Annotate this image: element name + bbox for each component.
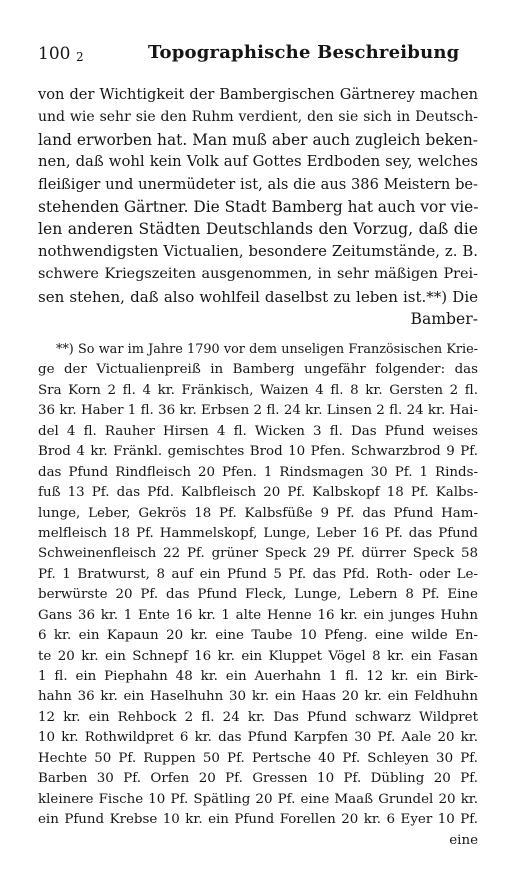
footnote-line: kleinere Fische 10 Pf. Spätling 20 Pf. eine Maaß Grundel 20 kr.	[38, 791, 478, 807]
catchword: eine	[449, 832, 478, 848]
footnote-line: lunge, Leber, Gekrös 18 Pf. Kalbsfüße 9 Pf. das Pfund Ham-	[38, 505, 478, 521]
signature-mark: 2	[76, 50, 84, 64]
footnote	[38, 340, 478, 851]
footnote-line: Brod 4 kr. Fränkl. gemischtes Brod 10 Pfen. Schwarzbrod 9 Pf.	[38, 444, 478, 460]
footnote-line: Sra Korn 2 fl. 4 kr. Fränkisch, Waizen 4 fl. 8 kr. Gersten 2 fl.	[38, 382, 478, 398]
text-line: fleißiger und unermüdeter ist, als die aus 386 Meistern be-	[38, 175, 478, 193]
text-line: nothwendigsten Victualien, besondere Zeitumstände, z. B.	[38, 242, 478, 260]
footnote-line: 6 kr. ein Kapaun 20 kr. eine Taube 10 Pfeng. eine wilde En-	[38, 628, 478, 644]
page-header	[38, 40, 478, 70]
footnote-line: Schweinenfleisch 22 Pf. grüner Speck 29 Pf. dürrer Speck 58	[38, 546, 478, 562]
text-line: von der Wichtigkeit der Bambergischen Gärtnerey machen	[38, 86, 478, 103]
footnote-line: Barben 30 Pf. Orfen 20 Pf. Gressen 10 Pf. Dübling 20 Pf.	[38, 771, 478, 787]
footnote-line: **) So war im Jahre 1790 vor dem unseligen Französischen Krie-	[56, 342, 478, 357]
footnote-line: Pf. 1 Bratwurst, 8 auf ein Pfund 5 Pf. das Pfd. Roth- oder Le-	[38, 566, 478, 582]
main-text	[38, 84, 478, 330]
footnote-line: ein Pfund Krebse 10 kr. ein Pfund Forellen 20 kr. 6 Eyer 10 Pf.	[38, 812, 478, 828]
text-line: sen stehen, daß also wohlfeil daselbst zu leben ist.**) Die	[38, 287, 478, 306]
running-title: Topographische Beschreibung	[148, 42, 460, 63]
page-number: 100	[38, 44, 71, 64]
text-line: schwere Kriegszeiten ausgenommen, in sehr mäßigen Prei-	[38, 266, 478, 283]
footnote-line: das Pfund Rindfleisch 20 Pfen. 1 Rindsmagen 30 Pf. 1 Rinds-	[38, 464, 478, 480]
footnote-line: berwürste 20 Pf. das Pfund Fleck, Lunge, Lebern 8 Pf. Eine	[38, 587, 478, 603]
text-line: und wie sehr sie den Ruhm verdient, den sie sich in Deutsch-	[38, 109, 478, 126]
text-line: stehenden Gärtner. Die Stadt Bamberg hat auch vor vie-	[38, 197, 478, 216]
footnote-line: melfleisch 18 Pf. Hammelskopf, Lunge, Leber 16 Pf. das Pfund	[38, 525, 478, 541]
footnote-line: 36 kr. Haber 1 fl. 36 kr. Erbsen 2 fl. 24 kr. Linsen 2 fl. 24 kr. Hai-	[38, 403, 478, 419]
footnote-line: Gans 36 kr. 1 Ente 16 kr. 1 alte Henne 16 kr. ein junges Huhn	[38, 607, 478, 623]
footnote-line: te 20 kr. ein Schnepf 16 kr. ein Kluppet Vögel 8 kr. ein Fasan	[38, 648, 478, 664]
footnote-line: 1 fl. ein Piephahn 48 kr. ein Auerhahn 1 fl. 12 kr. ein Birk-	[38, 669, 478, 684]
footnote-line: Hechte 50 Pf. Ruppen 50 Pf. Pertsche 40 Pf. Schleyen 30 Pf.	[38, 750, 478, 766]
footnote-line: hahn 36 kr. ein Haselhuhn 30 kr. ein Haas 20 kr. ein Feldhuhn	[38, 689, 478, 705]
text-line: nen, daß wohl kein Volk auf Gottes Erdboden sey, welches	[38, 153, 478, 171]
footnote-line: ge der Victualienpreiß in Bamberg ungefähr folgender: das	[38, 362, 478, 378]
footnote-line: 12 kr. ein Rehbock 2 fl. 24 kr. Das Pfund schwarz Wildpret	[38, 709, 478, 725]
footnote-line: fuß 13 Pf. das Pfd. Kalbfleisch 20 Pf. Kalbskopf 18 Pf. Kalbs-	[38, 485, 478, 501]
footnote-line: 10 kr. Rothwildpret 6 kr. das Pfund Karpfen 30 Pf. Aale 20 kr.	[38, 730, 478, 746]
text-line: land erworben hat. Man muß aber auch zugleich beken-	[38, 130, 478, 149]
text-line: len anderen Städten Deutschlands den Vorzug, daß die	[38, 220, 478, 239]
footnote-line: del 4 fl. Rauher Hirsen 4 fl. Wicken 3 fl. Das Pfund weises	[38, 423, 478, 439]
catchword: Bamber-	[410, 309, 478, 328]
